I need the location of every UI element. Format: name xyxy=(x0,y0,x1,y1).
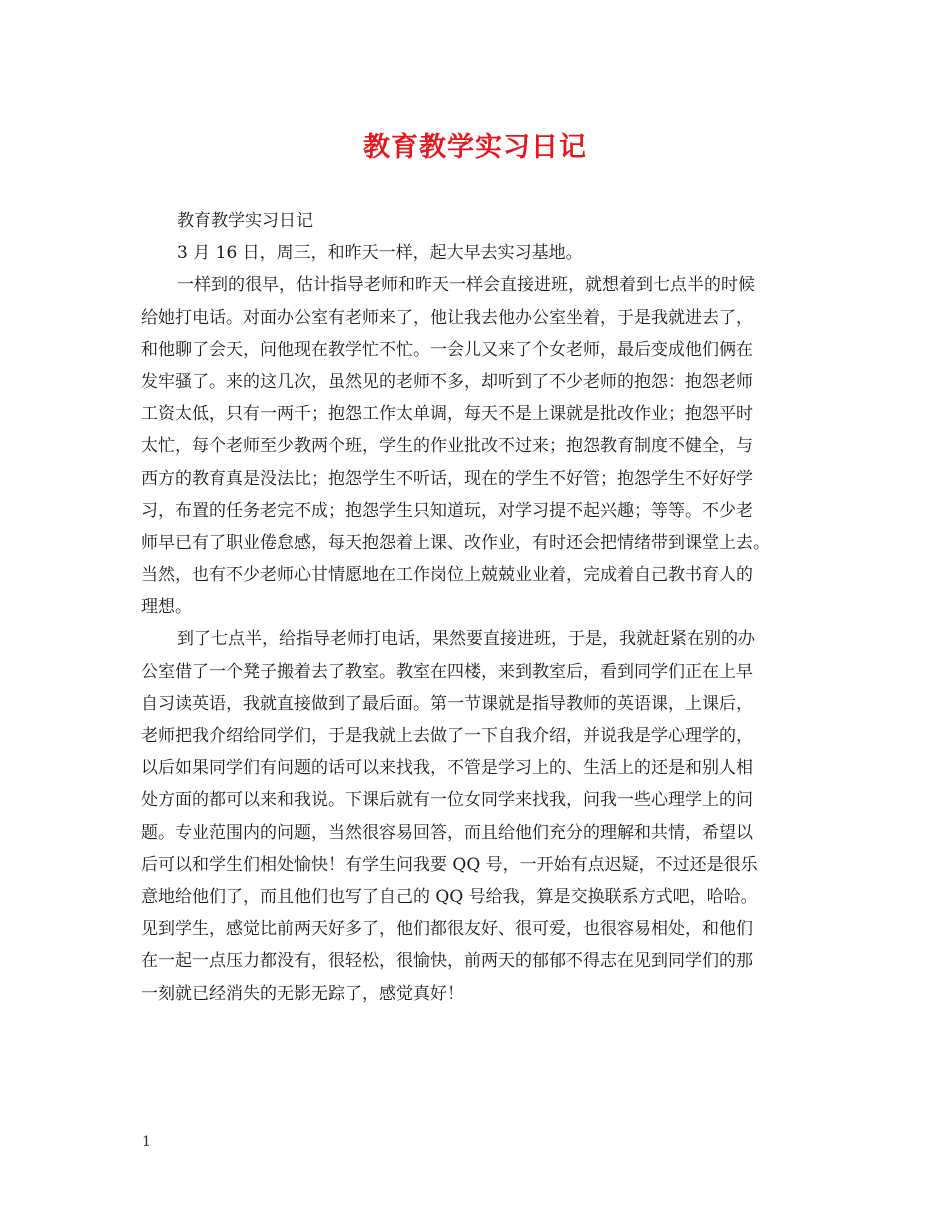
paragraph-2-line-9: 当然，也有不少老师心甘情愿地在工作岗位上兢兢业业着，完成着自己教书育人的 xyxy=(141,565,753,586)
paragraph-1-line-0: 3 月 16 日，周三，和昨天一样，起大早去实习基地。 xyxy=(177,243,583,264)
paragraph-2-line-2: 和他聊了会天，问他现在教学忙不忙。一会儿又来了个女老师，最后变成他们俩在 xyxy=(141,339,753,360)
document-body xyxy=(141,205,831,1010)
paragraph-3-line-4: 以后如果同学们有问题的话可以来找我，不管是学习上的、生活上的还是和别人相 xyxy=(141,758,753,779)
paragraph-3-line-8: 意地给他们了，而且他们也写了自己的 QQ 号给我，算是交换联系方式吧，哈哈。 xyxy=(141,886,758,907)
page-title: 教育教学实习日记 xyxy=(363,132,587,163)
paragraph-2-line-7: 习，布置的任务老完不成；抱怨学生只知道玩，对学习提不起兴趣；等等。不少老 xyxy=(141,500,753,521)
paragraph-3-line-0: 到了七点半，给指导老师打电话，果然要直接进班，于是，我就赶紧在别的办 xyxy=(177,629,755,650)
paragraph-3-line-11: 一刻就已经消失的无影无踪了，感觉真好！ xyxy=(141,983,464,1004)
paragraph-2-line-3: 发牢骚了。来的这几次，虽然见的老师不多，却听到了不少老师的抱怨：抱怨老师 xyxy=(141,371,753,392)
paragraph-3-line-6: 题。专业范围内的问题，当然很容易回答，而且给他们充分的理解和共情，希望以 xyxy=(141,822,753,843)
paragraph-2-line-10: 理想。 xyxy=(141,597,192,618)
paragraph-2-line-4: 工资太低，只有一两千；抱怨工作太单调，每天不是上课就是批改作业；抱怨平时 xyxy=(141,404,753,425)
paragraph-3-line-7: 后可以和学生们相处愉快！有学生问我要 QQ 号，一开始有点迟疑，不过还是很乐 xyxy=(141,854,758,875)
paragraph-3-line-5: 处方面的都可以来和我说。下课后就有一位女同学来找我，问我一些心理学上的问 xyxy=(141,790,753,811)
paragraph-0-line-0: 教育教学实习日记 xyxy=(177,211,313,231)
paragraph-2-line-0: 一样到的很早，估计指导老师和昨天一样会直接进班，就想着到七点半的时候 xyxy=(177,275,755,296)
paragraph-2-line-6: 西方的教育真是没法比；抱怨学生不听话，现在的学生不好管；抱怨学生不好好学 xyxy=(141,468,753,489)
paragraph-3-line-10: 在一起一点压力都没有，很轻松，很愉快，前两天的郁郁不得志在见到同学们的那 xyxy=(141,951,753,972)
paragraph-2-line-1: 给她打电话。对面办公室有老师来了，他让我去他办公室坐着，于是我就进去了， xyxy=(141,307,753,328)
paragraph-3-line-3: 老师把我介绍给同学们，于是我就上去做了一下自我介绍，并说我是学心理学的， xyxy=(141,726,753,746)
paragraph-3-line-9: 见到学生，感觉比前两天好多了，他们都很友好、很可爱，也很容易相处，和他们 xyxy=(141,919,753,940)
paragraph-3-line-1: 公室借了一个凳子搬着去了教室。教室在四楼，来到教室后，看到同学们正在上早 xyxy=(141,661,753,682)
paragraph-3-line-2: 自习读英语，我就直接做到了最后面。第一节课就是指导教师的英语课，上课后， xyxy=(141,693,753,714)
paragraph-2-line-8: 师早已有了职业倦怠感，每天抱怨着上课、改作业，有时还会把情绪带到课堂上去。 xyxy=(141,532,770,553)
page-number: 1 xyxy=(142,1134,151,1150)
paragraph-2-line-5: 太忙，每个老师至少教两个班，学生的作业批改不过来；抱怨教育制度不健全，与 xyxy=(141,436,753,457)
